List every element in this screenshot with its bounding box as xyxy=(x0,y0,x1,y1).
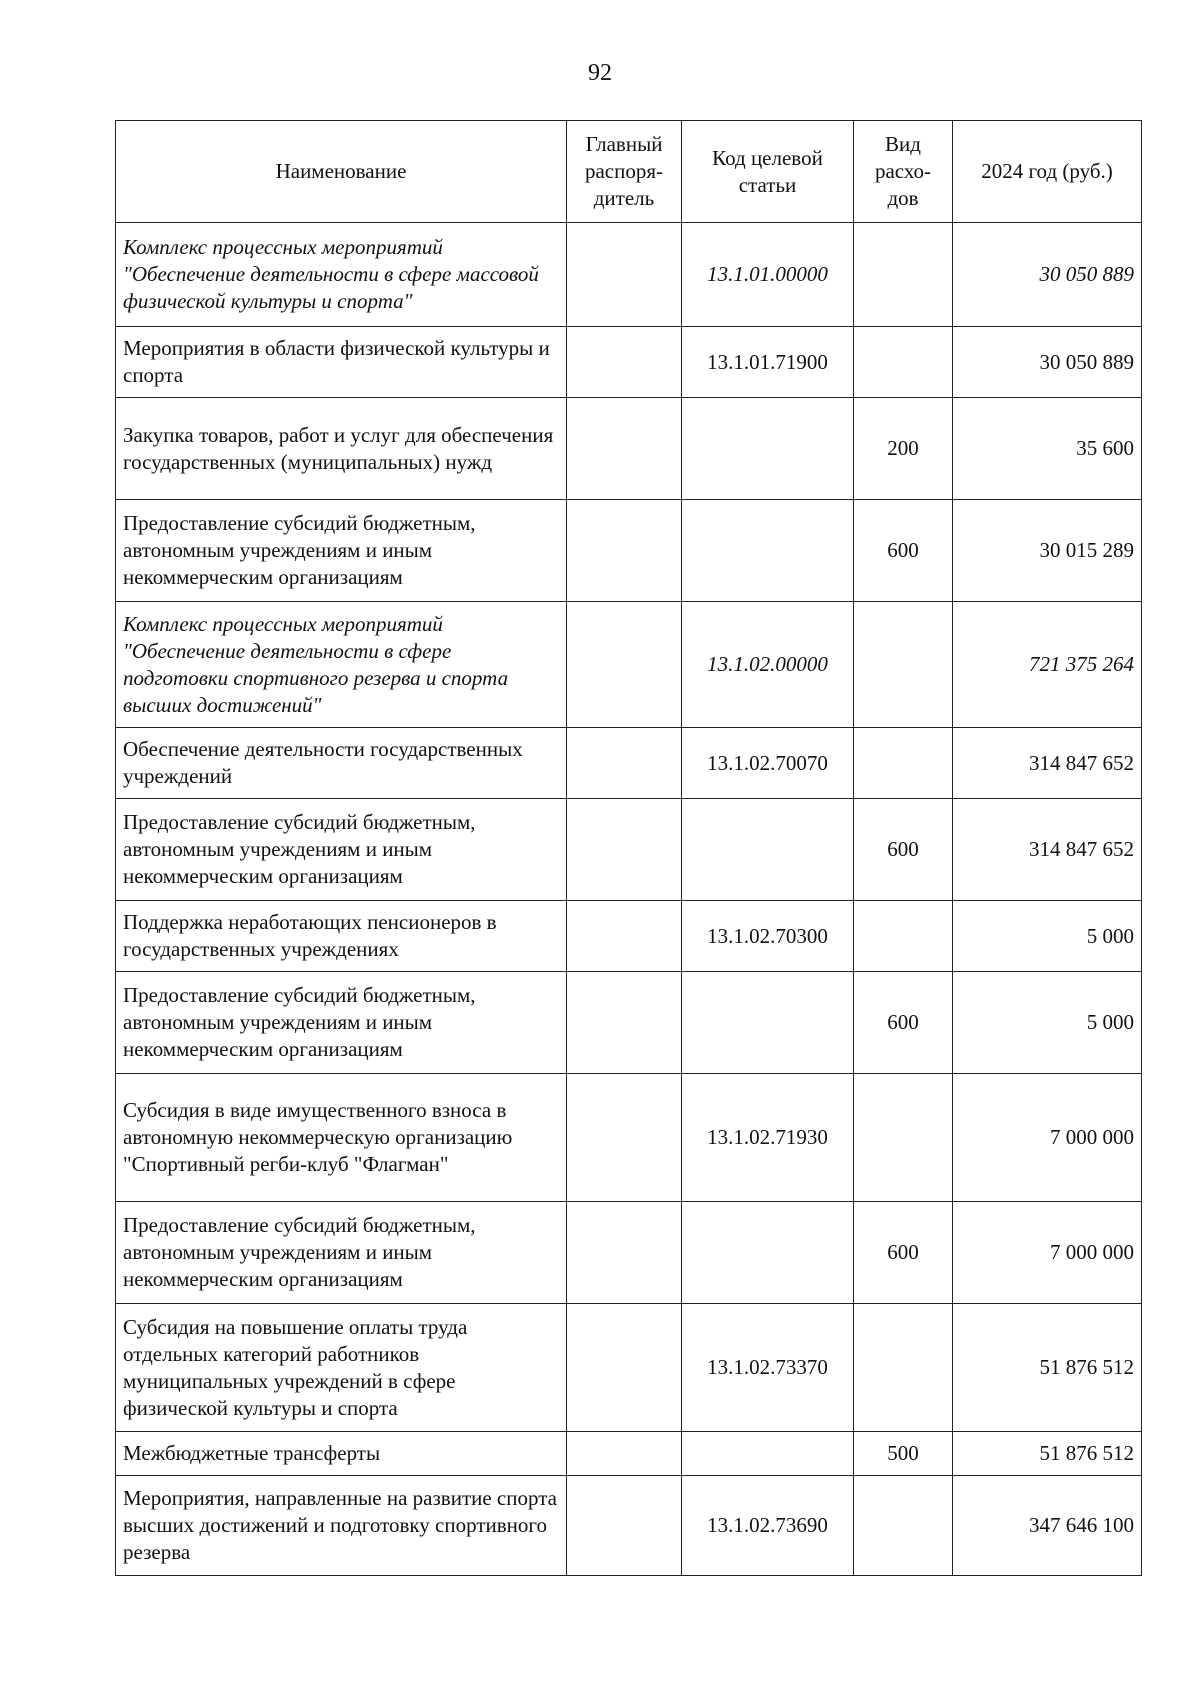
table-row xyxy=(116,1304,1142,1432)
header-kind: Вид расхо-дов xyxy=(854,121,953,223)
table-row xyxy=(116,223,1142,327)
cell-amount: 51 876 512 xyxy=(953,1432,1142,1476)
cell-kind xyxy=(854,901,953,972)
cell-name: Субсидия на повышение оплаты труда отдельных категорий работников муниципальных учреждений в сфере физической культуры и спорта xyxy=(116,1304,567,1432)
cell-name: Предоставление субсидий бюджетным, автономным учреждениям и иным некоммерческим организациям xyxy=(116,799,567,901)
table-body xyxy=(116,223,1142,1576)
cell-amount: 7 000 000 xyxy=(953,1074,1142,1202)
cell-name: Предоставление субсидий бюджетным, автономным учреждениям и иным некоммерческим организациям xyxy=(116,500,567,602)
table-row xyxy=(116,602,1142,728)
cell-kind: 600 xyxy=(854,799,953,901)
cell-code xyxy=(682,1432,854,1476)
cell-kind xyxy=(854,602,953,728)
cell-manager xyxy=(567,1476,682,1576)
cell-kind xyxy=(854,1476,953,1576)
cell-code: 13.1.02.70300 xyxy=(682,901,854,972)
cell-manager xyxy=(567,728,682,799)
cell-name: Субсидия в виде имущественного взноса в автономную некоммерческую организацию "Спортивный регби-клуб "Флагман" xyxy=(116,1074,567,1202)
cell-amount: 5 000 xyxy=(953,901,1142,972)
table-row xyxy=(116,500,1142,602)
cell-amount: 314 847 652 xyxy=(953,799,1142,901)
cell-name: Межбюджетные трансферты xyxy=(116,1432,567,1476)
cell-kind xyxy=(854,1074,953,1202)
table-row xyxy=(116,799,1142,901)
cell-manager xyxy=(567,327,682,398)
cell-name: Закупка товаров, работ и услуг для обеспечения государственных (муниципальных) нужд xyxy=(116,398,567,500)
cell-code: 13.1.01.00000 xyxy=(682,223,854,327)
cell-name: Комплекс процессных мероприятий "Обеспечение деятельности в сфере массовой физической культуры и спорта" xyxy=(116,223,567,327)
cell-amount: 30 015 289 xyxy=(953,500,1142,602)
cell-name: Комплекс процессных мероприятий "Обеспечение деятельности в сфере подготовки спортивного резерва и спорта высших достижений" xyxy=(116,602,567,728)
cell-manager xyxy=(567,602,682,728)
table-row xyxy=(116,1202,1142,1304)
table-row xyxy=(116,398,1142,500)
cell-code xyxy=(682,972,854,1074)
cell-code: 13.1.02.73370 xyxy=(682,1304,854,1432)
cell-kind: 600 xyxy=(854,1202,953,1304)
cell-manager xyxy=(567,1304,682,1432)
table-row xyxy=(116,901,1142,972)
cell-amount: 30 050 889 xyxy=(953,327,1142,398)
cell-manager xyxy=(567,223,682,327)
cell-amount: 51 876 512 xyxy=(953,1304,1142,1432)
budget-table xyxy=(115,120,1142,1576)
cell-amount: 721 375 264 xyxy=(953,602,1142,728)
cell-code xyxy=(682,398,854,500)
cell-manager xyxy=(567,901,682,972)
cell-kind: 500 xyxy=(854,1432,953,1476)
cell-name: Предоставление субсидий бюджетным, автономным учреждениям и иным некоммерческим организациям xyxy=(116,972,567,1074)
cell-amount: 30 050 889 xyxy=(953,223,1142,327)
cell-name: Поддержка неработающих пенсионеров в государственных учреждениях xyxy=(116,901,567,972)
cell-manager xyxy=(567,1432,682,1476)
cell-name: Предоставление субсидий бюджетным, автономным учреждениям и иным некоммерческим организациям xyxy=(116,1202,567,1304)
cell-manager xyxy=(567,972,682,1074)
cell-kind xyxy=(854,223,953,327)
cell-amount: 347 646 100 xyxy=(953,1476,1142,1576)
cell-kind xyxy=(854,728,953,799)
cell-code: 13.1.02.00000 xyxy=(682,602,854,728)
page-number: 92 xyxy=(588,60,612,86)
cell-code xyxy=(682,1202,854,1304)
cell-kind: 600 xyxy=(854,500,953,602)
header-amount: 2024 год (руб.) xyxy=(953,121,1142,223)
table-row xyxy=(116,1074,1142,1202)
table-row xyxy=(116,972,1142,1074)
cell-kind xyxy=(854,327,953,398)
cell-manager xyxy=(567,1202,682,1304)
cell-code: 13.1.02.70070 xyxy=(682,728,854,799)
header-manager: Главный распоря-дитель xyxy=(567,121,682,223)
cell-name: Мероприятия, направленные на развитие спорта высших достижений и подготовку спортивного резерва xyxy=(116,1476,567,1576)
table-row xyxy=(116,1476,1142,1576)
cell-kind xyxy=(854,1304,953,1432)
header-row xyxy=(116,121,1142,223)
cell-code xyxy=(682,500,854,602)
cell-name: Обеспечение деятельности государственных учреждений xyxy=(116,728,567,799)
cell-code xyxy=(682,799,854,901)
header-code: Код целевой статьи xyxy=(682,121,854,223)
table-row xyxy=(116,327,1142,398)
header-name: Наименование xyxy=(116,121,567,223)
table-row xyxy=(116,1432,1142,1476)
cell-manager xyxy=(567,1074,682,1202)
cell-kind: 200 xyxy=(854,398,953,500)
cell-code: 13.1.02.73690 xyxy=(682,1476,854,1576)
cell-manager xyxy=(567,799,682,901)
table-row xyxy=(116,728,1142,799)
cell-name: Мероприятия в области физической культуры и спорта xyxy=(116,327,567,398)
cell-manager xyxy=(567,398,682,500)
cell-amount: 35 600 xyxy=(953,398,1142,500)
cell-amount: 5 000 xyxy=(953,972,1142,1074)
cell-code: 13.1.01.71900 xyxy=(682,327,854,398)
cell-amount: 314 847 652 xyxy=(953,728,1142,799)
cell-manager xyxy=(567,500,682,602)
cell-kind: 600 xyxy=(854,972,953,1074)
cell-code: 13.1.02.71930 xyxy=(682,1074,854,1202)
cell-amount: 7 000 000 xyxy=(953,1202,1142,1304)
